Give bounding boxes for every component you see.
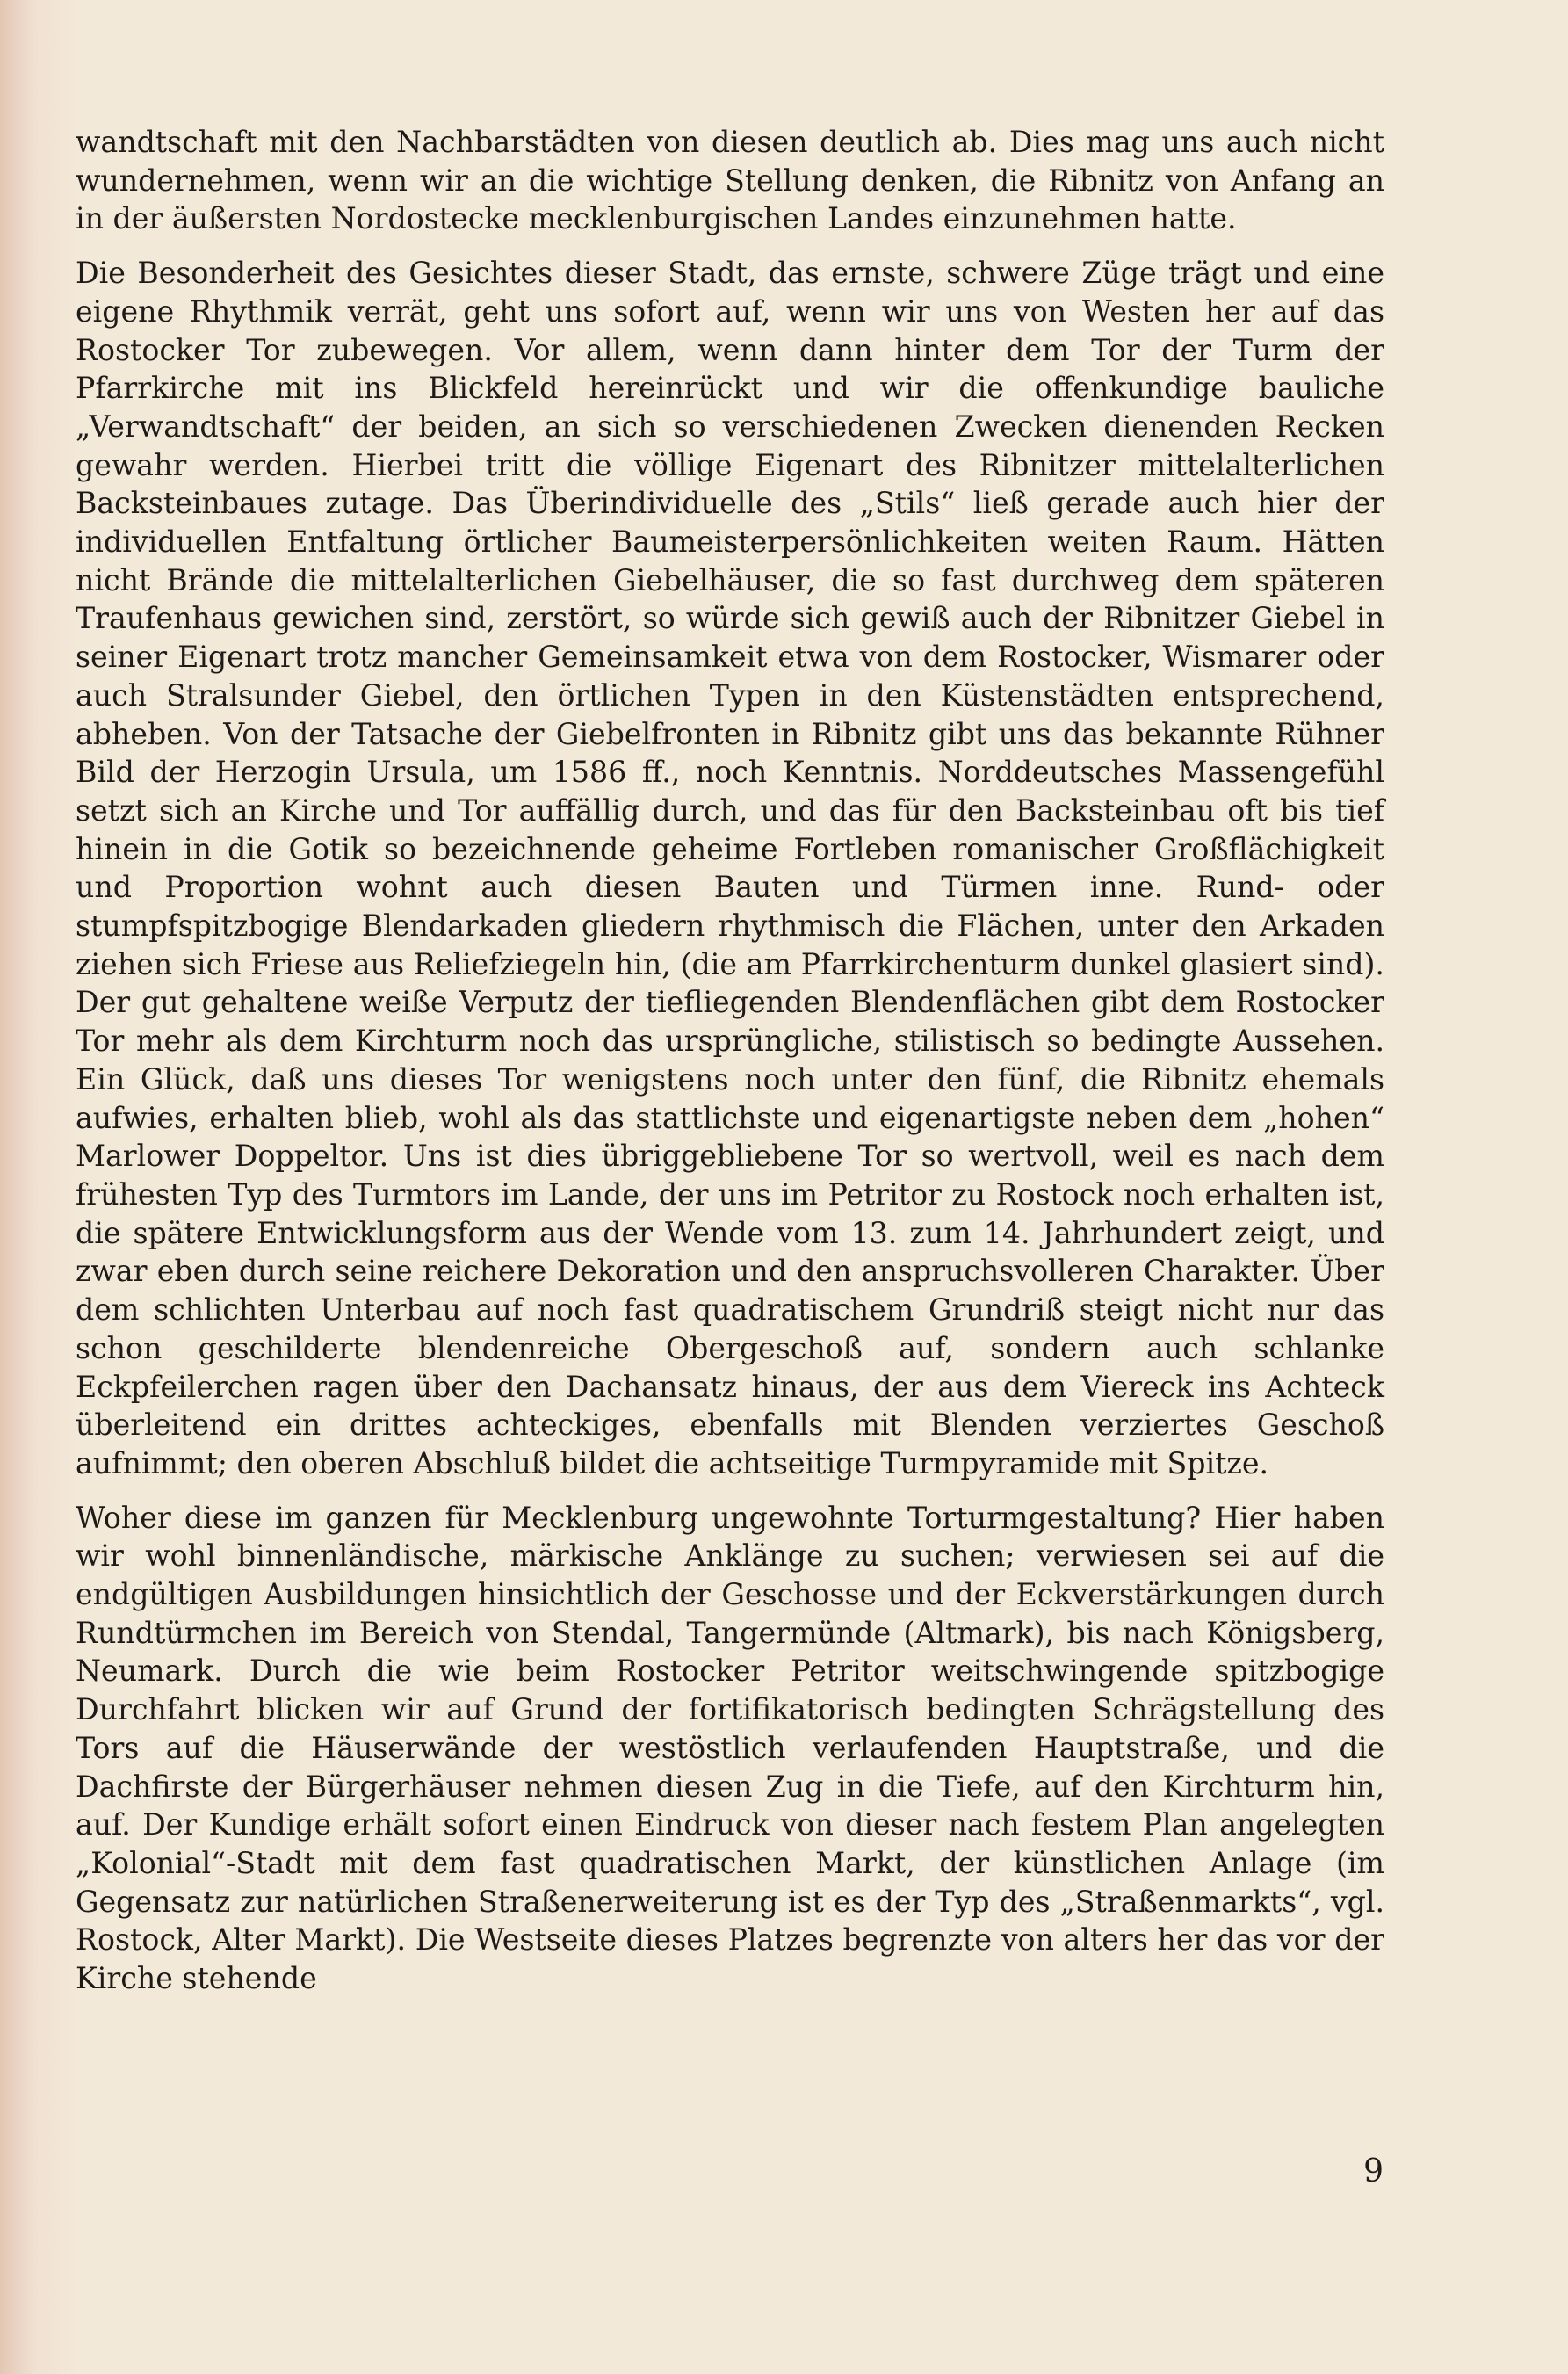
body-text — [76, 123, 1384, 2014]
paragraph-2: Die Besonderheit des Gesichtes dieser Stadt, das ernste, schwere Züge trägt und eine eigene Rhythmik verrät, geht uns sofort auf, wenn wir uns von Westen her auf das Rostocker Tor zubewegen. Vor allem, wenn dann hinter dem Tor der Turm der Pfarrkirche mit ins Blickfeld hereinrückt und wir die offenkundige bauliche „Verwandtschaft“ der beiden, an sich so verschiedenen Zwecken dienenden Recken gewahr werden. Hierbei tritt die völlige Eigenart des Ribnitzer mittelalterlichen Backsteinbaues zutage. Das Überindividuelle des „Stils“ ließ gerade auch hier der individuellen Entfaltung örtlicher Baumeisterpersönlichkeiten weiten Raum. Hätten nicht Brände die mittelalterlichen Giebelhäuser, die so fast durchweg dem späteren Traufenhaus gewichen sind, zerstört, so würde sich gewiß auch der Ribnitzer Giebel in seiner Eigenart trotz mancher Gemeinsamkeit etwa von dem Rostocker, Wismarer oder auch Stralsunder Giebel, den örtlichen Typen in den Küstenstädten entsprechend, abheben. Von der Tatsache der Giebelfronten in Ribnitz gibt uns das bekannte Rühner Bild der Herzogin Ursula, um 1586 ff., noch Kenntnis. Norddeutsches Massengefühl setzt sich an Kirche und Tor auffällig durch, und das für den Backsteinbau oft bis tief hinein in die Gotik so bezeichnende geheime Fortleben romanischer Großflächigkeit und Proportion wohnt auch diesen Bauten und Türmen inne. Rund- oder stumpfspitzbogige Blendarkaden gliedern rhythmisch die Flächen, unter den Arkaden ziehen sich Friese aus Reliefziegeln hin, (die am Pfarrkirchenturm dunkel glasiert sind). Der gut gehaltene weiße Verputz der tiefliegenden Blendenflächen gibt dem Rostocker Tor mehr als dem Kirchturm noch das ursprüngliche, stilistisch so bedingte Aussehen. Ein Glück, daß uns dieses Tor wenigstens noch unter den fünf, die Ribnitz ehemals aufwies, erhalten blieb, wohl als das stattlichste und eigenartigste neben dem „hohen“ Marlower Doppeltor. Uns ist dies übriggebliebene Tor so wertvoll, weil es nach dem frühesten Typ des Turmtors im Lande, der uns im Petritor zu Rostock noch erhalten ist, die spätere Entwicklungsform aus der Wende vom 13. zum 14. Jahrhundert zeigt, und zwar eben durch seine reichere Dekoration und den anspruchsvolleren Charakter. Über dem schlichten Unterbau auf noch fast quadratischem Grundriß steigt nicht nur das schon geschilderte blendenreiche Obergeschoß auf, sondern auch schlanke Eckpfeilerchen ragen über den Dachansatz hinaus, der aus dem Viereck ins Achteck überleitend ein drittes achteckiges, ebenfalls mit Blenden verziertes Geschoß aufnimmt; den oberen Abschluß bildet die achtseitige Turmpyramide mit Spitze. — [76, 256, 1384, 1480]
paragraph-3: Woher diese im ganzen für Mecklenburg ungewohnte Torturmgestaltung? Hier haben wir wohl binnenländische, märkische Anklänge zu suchen; verwiesen sei auf die endgültigen Ausbildungen hinsichtlich der Geschosse und der Eckverstärkungen durch Rundtürmchen im Bereich von Stendal, Tangermünde (Altmark), bis nach Königsberg, Neumark. Durch die wie beim Rostocker Petritor weitschwingende spitzbogige Durchfahrt blicken wir auf Grund der fortifikatorisch bedingten Schrägstellung des Tors auf die Häuserwände der westöstlich verlaufenden Hauptstraße, und die Dachfirste der Bürgerhäuser nehmen diesen Zug in die Tiefe, auf den Kirchturm hin, auf. Der Kundige erhält sofort einen Eindruck von dieser nach festem Plan angelegten „Kolonial“-Stadt mit dem fast quadratischen Markt, der künstlichen Anlage (im Gegensatz zur natürlichen Straßenerweiterung ist es der Typ des „Straßenmarkts“, vgl. Rostock, Alter Markt). Die Westseite dieses Platzes begrenzte von alters her das vor der Kirche stehende — [76, 1500, 1384, 1996]
paragraph-1: wandtschaft mit den Nachbarstädten von diesen deutlich ab. Dies mag uns auch nicht wundernehmen, wenn wir an die wichtige Stellung denken, die Ribnitz von Anfang an in der äußersten Nordostecke mecklenburgischen Landes einzunehmen hatte. — [76, 125, 1384, 236]
page-number: 9 — [1363, 2153, 1384, 2189]
